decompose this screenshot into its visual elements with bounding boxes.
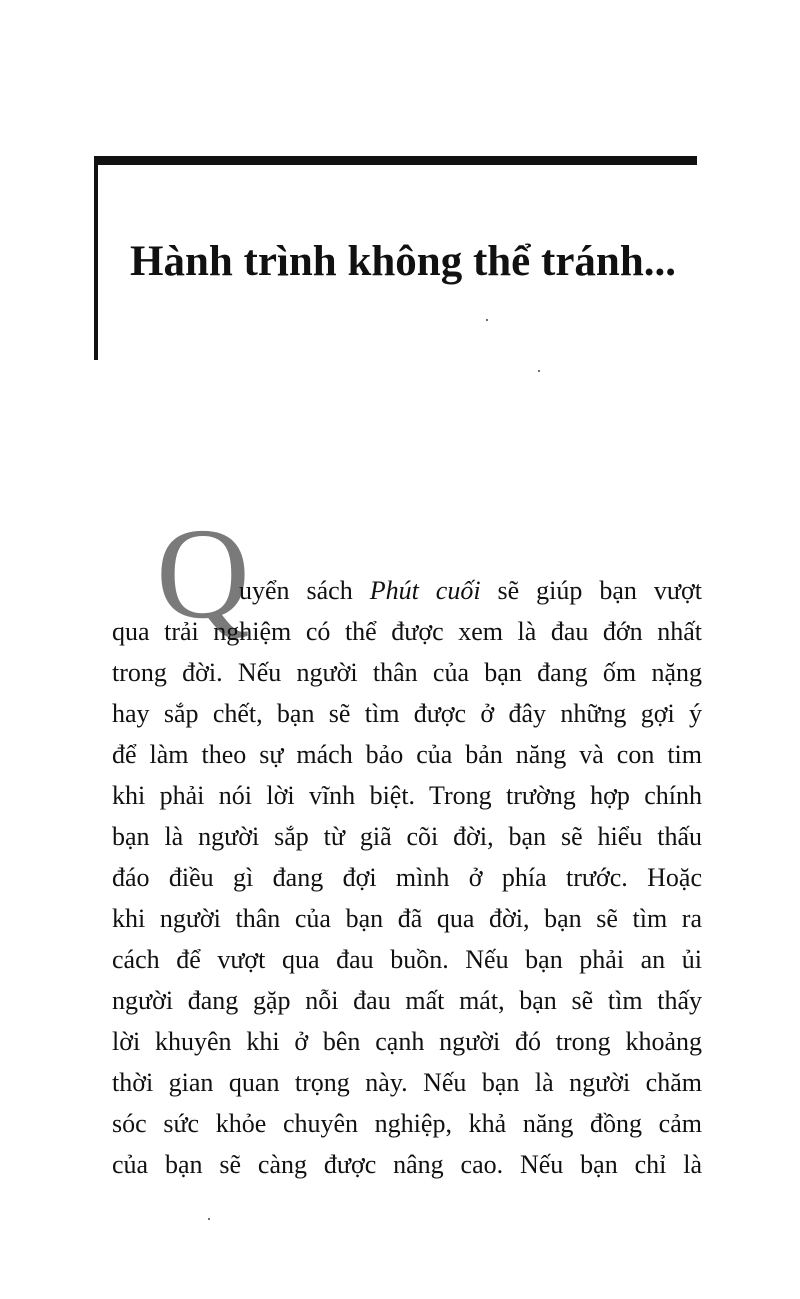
paragraph-line: qua trải nghiệm có thể được xem là đau đớn nhất: [112, 617, 702, 646]
paragraph-line: trong đời. Nếu người thân của bạn đang ốm nặng: [112, 658, 702, 687]
paragraph-line: thời gian quan trọng này. Nếu bạn là người chăm: [112, 1068, 702, 1097]
chapter-title: Hành trình không thể tránh...: [130, 238, 677, 285]
paragraph-line: người đang gặp nỗi đau mất mát, bạn sẽ tìm thấy: [112, 986, 702, 1015]
paragraph-line: sóc sức khỏe chuyên nghiệp, khả năng đồng cảm: [112, 1109, 702, 1138]
paragraph-line: cách để vượt qua đau buồn. Nếu bạn phải an ủi: [112, 945, 702, 974]
chapter-frame-top-rule: [94, 156, 697, 165]
first-line-tail: sẽ giúp bạn vượt: [480, 576, 702, 605]
paragraph-line: bạn là người sắp từ giã cõi đời, bạn sẽ hiểu thấu: [112, 822, 702, 851]
paragraph-line: khi người thân của bạn đã qua đời, bạn sẽ tìm ra: [112, 904, 702, 933]
paragraph-line-1: [112, 570, 702, 611]
paragraph-line: hay sắp chết, bạn sẽ tìm được ở đây những gợi ý: [112, 699, 702, 728]
paragraph-line: khi phải nói lời vĩnh biệt. Trong trường hợp chính: [112, 781, 702, 810]
scan-speck: [208, 1218, 210, 1220]
paragraph-line: của bạn sẽ càng được nâng cao. Nếu bạn chỉ là: [112, 1150, 702, 1179]
first-line-lead: uyển sách: [239, 576, 370, 605]
scan-speck: [486, 319, 488, 321]
chapter-frame-left-rule: [94, 156, 98, 360]
paragraph-line: để làm theo sự mách bảo của bản năng và con tim: [112, 740, 702, 769]
scan-speck: [538, 370, 540, 372]
book-title-italic: Phút cuối: [369, 576, 481, 605]
body-paragraph: [112, 570, 702, 1185]
drop-cap-letter: Q: [156, 502, 250, 646]
paragraph-line: đáo điều gì đang đợi mình ở phía trước. Hoặc: [112, 863, 702, 892]
paragraph-line: lời khuyên khi ở bên cạnh người đó trong khoảng: [112, 1027, 702, 1056]
